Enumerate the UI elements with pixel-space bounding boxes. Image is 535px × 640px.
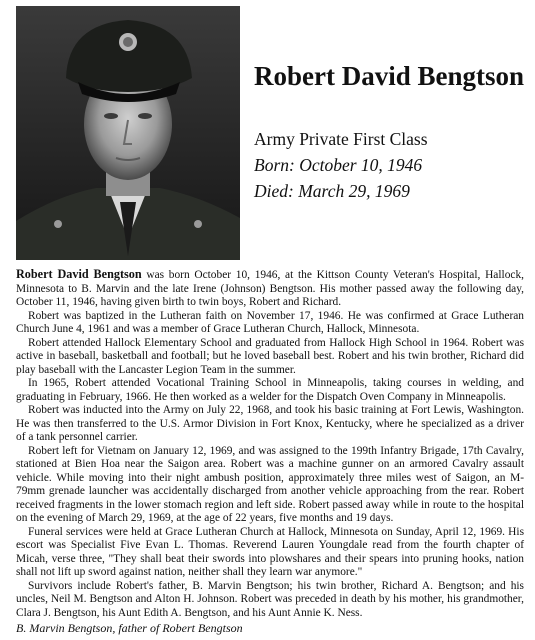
bio-lead-name: Robert David Bengtson [16,267,142,281]
bio-paragraph: Funeral services were held at Grace Lutheran Church at Hallock, Minnesota on Sunday, April 12, 1969. His escort was Specialist Five Evan L. Thomas. Reverend Lauren Youngdale read from the fourth chapter of Micah, verse three, "They shall beat their swords into plowshares and their spears into pruning hooks, nation shall not lift up sword against nation, neither shall they learn war anymore." [16,525,524,578]
photo-caption: B. Marvin Bengtson, father of Robert Bengtson [16,621,243,635]
biography [16,268,524,620]
birth-date: Born: October 10, 1946 [254,155,423,175]
bio-paragraph: Robert was inducted into the Army on July 22, 1968, and took his basic training at Fort Lewis, Washington. He was then transferred to the U.S. Armor Division in Fort Knox, Kentucky, where he specialized as a driver of a tank personnel carrier. [16,404,524,443]
death-date: Died: March 29, 1969 [254,181,410,201]
portrait-photo [16,6,240,260]
bio-paragraph: Robert was baptized in the Lutheran faith on November 17, 1946. He was confirmed at Grace Lutheran Church June 4, 1961 and was a member of Grace Lutheran Church, Hallock, Minnesota. [16,309,524,335]
bio-paragraph: In 1965, Robert attended Vocational Training School in Minneapolis, taking courses in welding, and graduating in February, 1966. He then worked as a welder for the Dispatch Oven Company in Minneapolis. [16,377,524,403]
portrait-image [16,6,240,260]
bio-paragraph: Survivors include Robert's father, B. Marvin Bengtson; his twin brother, Richard A. Bengtson; and his uncles, Neil M. Bengtson and Alton H. Johnson. Robert was preceded in death by his mother, his grandmother, Clara J. Bengtson, his Aunt Edith A. Bengtson, and his Aunt Annie K. Ness. [16,579,524,619]
military-rank: Army Private First Class [254,129,428,149]
bio-paragraph [16,268,524,310]
bio-paragraph: Robert left for Vietnam on January 12, 1969, and was assigned to the 199th Infantry Brigade, 17th Cavalry, stationed at Bien Hoa near the Saigon area. Robert was a machine gunner on an armored Cavalry assault vehicle. While moving into their night ambush position, approximately three miles west of Saigon, an M-79mm grenade launcher was accidentally discharged from another vehicle approaching from the rear. Robert received fragments in the lower stomach region and left side. Robert passed away while in route to the hospital on the evening of March 29, 1969, at the age of 22 years, five months and 19 days. [16,444,524,524]
bio-paragraph-text: was born October 10, 1946, at the Kittson County Veteran's Hospital, Hallock, Minnesota to B. Marvin and the late Irene (Johnson) Bengtson. His mother passed away the following day, October 11, 1946, having given birth to twin boys, Robert and Richard. [16,269,524,308]
page-title: Robert David Bengtson [254,61,525,91]
bio-paragraph: Robert attended Hallock Elementary School and graduated from Hallock High School in 1964. Robert was active in baseball, basketball and football; but he loved baseball best. Robert and his twin brother, Richard did play baseball with the Lancaster Legion Team in the summer. [16,336,524,376]
